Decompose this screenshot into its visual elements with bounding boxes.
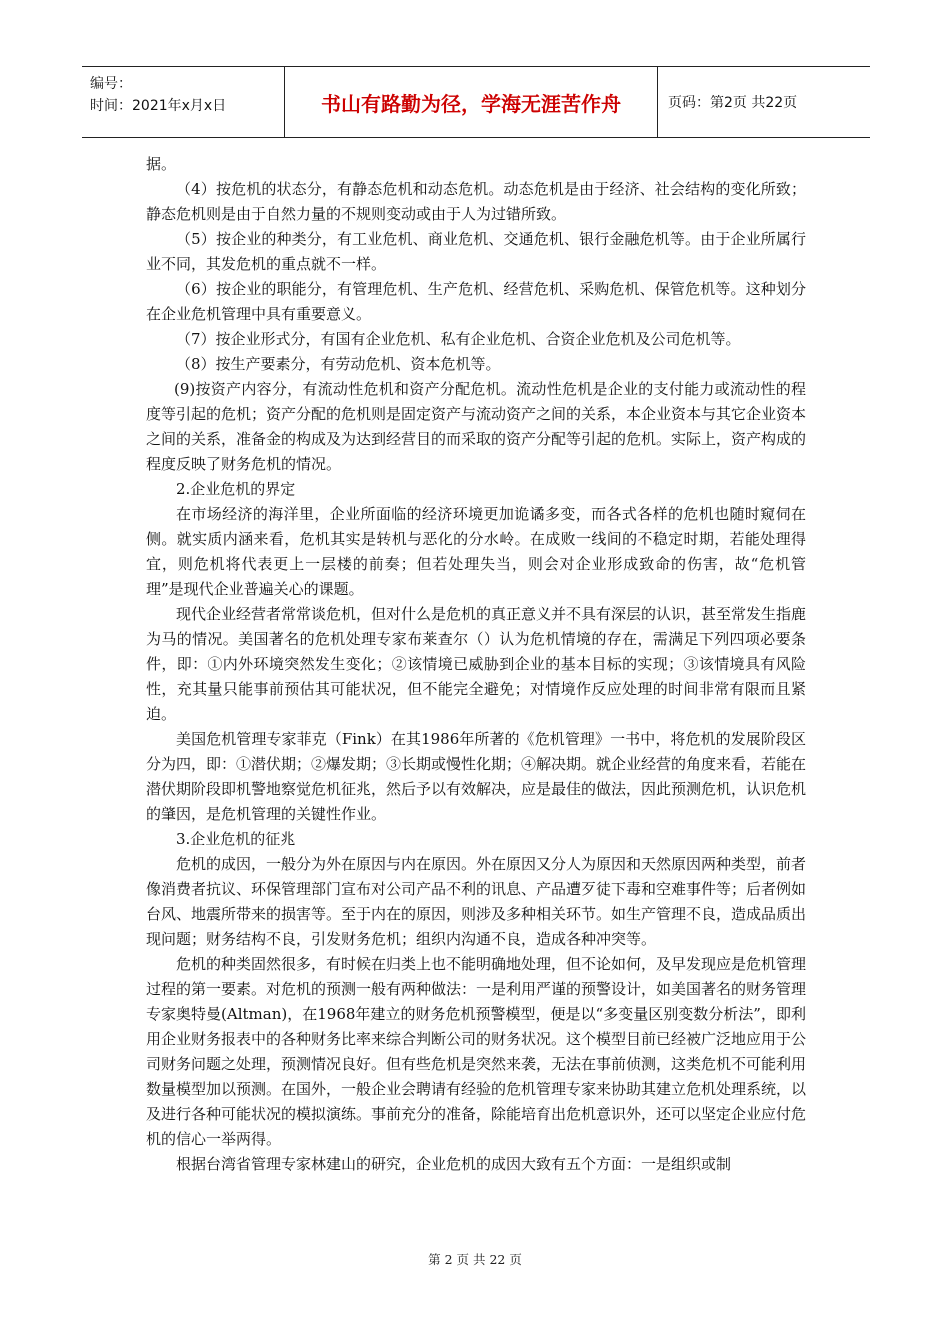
header-motto: 书山有路勤为径，学海无涯苦作舟 [285, 67, 658, 137]
page-footer: 第 2 页 共 22 页 [428, 1252, 522, 1267]
number-label: 编号： [90, 76, 132, 92]
paragraph: 根据台湾省管理专家林建山的研究，企业危机的成因大致有五个方面：一是组织或制 [176, 1155, 732, 1173]
paragraph: （8）按生产要素分，有劳动危机、资本危机等。 [176, 355, 501, 373]
paragraph: (9)按资产内容分，有流动性危机和资产分配危机。流动性危机是企业的支付能力或流动性的程度等引起的危机；资产分配的危机则是固定资产与流动资产之间的关系，本企业资本与其它企业资本之间的关系，准备金的构成及为达到经营目的而采取的资产分配等引起的危机。实际上，资产构成的程度反映了财务危机的情况。 [146, 380, 807, 473]
header-meta [82, 67, 285, 137]
document-body [146, 152, 806, 1177]
paragraph: （7）按企业形式分，有国有企业危机、私有企业危机、合资企业危机及公司危机等。 [176, 330, 741, 348]
paragraph: 危机的种类固然很多，有时候在归类上也不能明确地处理，但不论如何，及早发现应是危机管理过程的第一要素。对危机的预测一般有两种做法：一是利用严谨的预警设计，如美国著名的财务管理专家奥特曼(Altman)，在1968年建立的财务危机预警模型，便是以“多变量区别变数分析法”，即利用企业财务报表中的各种财务比率来综合判断公司的财务状况。这个模型目前已经被广泛地应用于公司财务问题之处理，预测情况良好。但有些危机是突然来袭，无法在事前侦测，这类危机不可能利用数量模型加以预测。在国外，一般企业会聘请有经验的危机管理专家来协助其建立危机处理系统，以及进行各种可能状况的模拟演练。事前充分的准备，除能培育出危机意识外，还可以坚定企业应付危机的信心一举两得。 [146, 955, 807, 1148]
paragraph: 现代企业经营者常常谈危机，但对什么是危机的真正意义并不具有深层的认识，甚至常发生指鹿为马的情况。美国著名的危机处理专家布莱查尔（）认为危机情境的存在，需满足下列四项必要条件，即：①内外环境突然发生变化；②该情境已威胁到企业的基本目标的实现；③该情境具有风险性，充其量只能事前预估其可能状况，但不能完全避免；对情境作反应处理的时间非常有限而且紧迫。 [146, 605, 807, 723]
section-heading: 2.企业危机的界定 [176, 480, 296, 498]
time-label: 时间：2021年x月x日 [90, 98, 227, 114]
paragraph-continuation: 据。 [146, 155, 177, 173]
paragraph: 在市场经济的海洋里，企业所面临的经济环境更加诡谲多变，而各式各样的危机也随时窥伺在侧。就实质内涵来看，危机其实是转机与恶化的分水岭。在成败一线间的不稳定时期，若能处理得宜，则危机将代表更上一层楼的前奏；但若处理失当，则会对企业形成致命的伤害，故“危机管理”是现代企业普遍关心的课题。 [146, 505, 806, 598]
paragraph: 美国危机管理专家菲克（Fink）在其1986年所著的《危机管理》一书中，将危机的发展阶段区分为四，即：①潜伏期；②爆发期；③长期或慢性化期；④解决期。就企业经营的角度来看，若能在潜伏期阶段即机警地察觉危机征兆，然后予以有效解决，应是最佳的做法，因此预测危机，认识危机的肇因，是危机管理的关键性作业。 [146, 730, 807, 823]
section-heading: 3.企业危机的征兆 [176, 830, 296, 848]
header-page-info: 页码：第2页 共22页 [668, 95, 798, 111]
paragraph: 危机的成因，一般分为外在原因与内在原因。外在原因又分人为原因和天然原因两种类型，前者像消费者抗议、环保管理部门宣布对公司产品不利的讯息、产品遭歹徒下毒和空难事件等；后者例如台风、地震所带来的损害等。至于内在的原因，则涉及多种相关环节。如生产管理不良，造成品质出现问题；财务结构不良，引发财务危机；组织内沟通不良，造成各种冲突等。 [146, 855, 807, 948]
document-header [82, 66, 870, 138]
paragraph: （6）按企业的职能分，有管理危机、生产危机、经营危机、采购危机、保管危机等。这种划分在企业危机管理中具有重要意义。 [146, 280, 806, 323]
paragraph: （5）按企业的种类分，有工业危机、商业危机、交通危机、银行金融危机等。由于企业所属行业不同，其发危机的重点就不一样。 [146, 230, 806, 273]
paragraph: （4）按危机的状态分，有静态危机和动态危机。动态危机是由于经济、社会结构的变化所致；静态危机则是由于自然力量的不规则变动或由于人为过错所致。 [146, 180, 806, 223]
